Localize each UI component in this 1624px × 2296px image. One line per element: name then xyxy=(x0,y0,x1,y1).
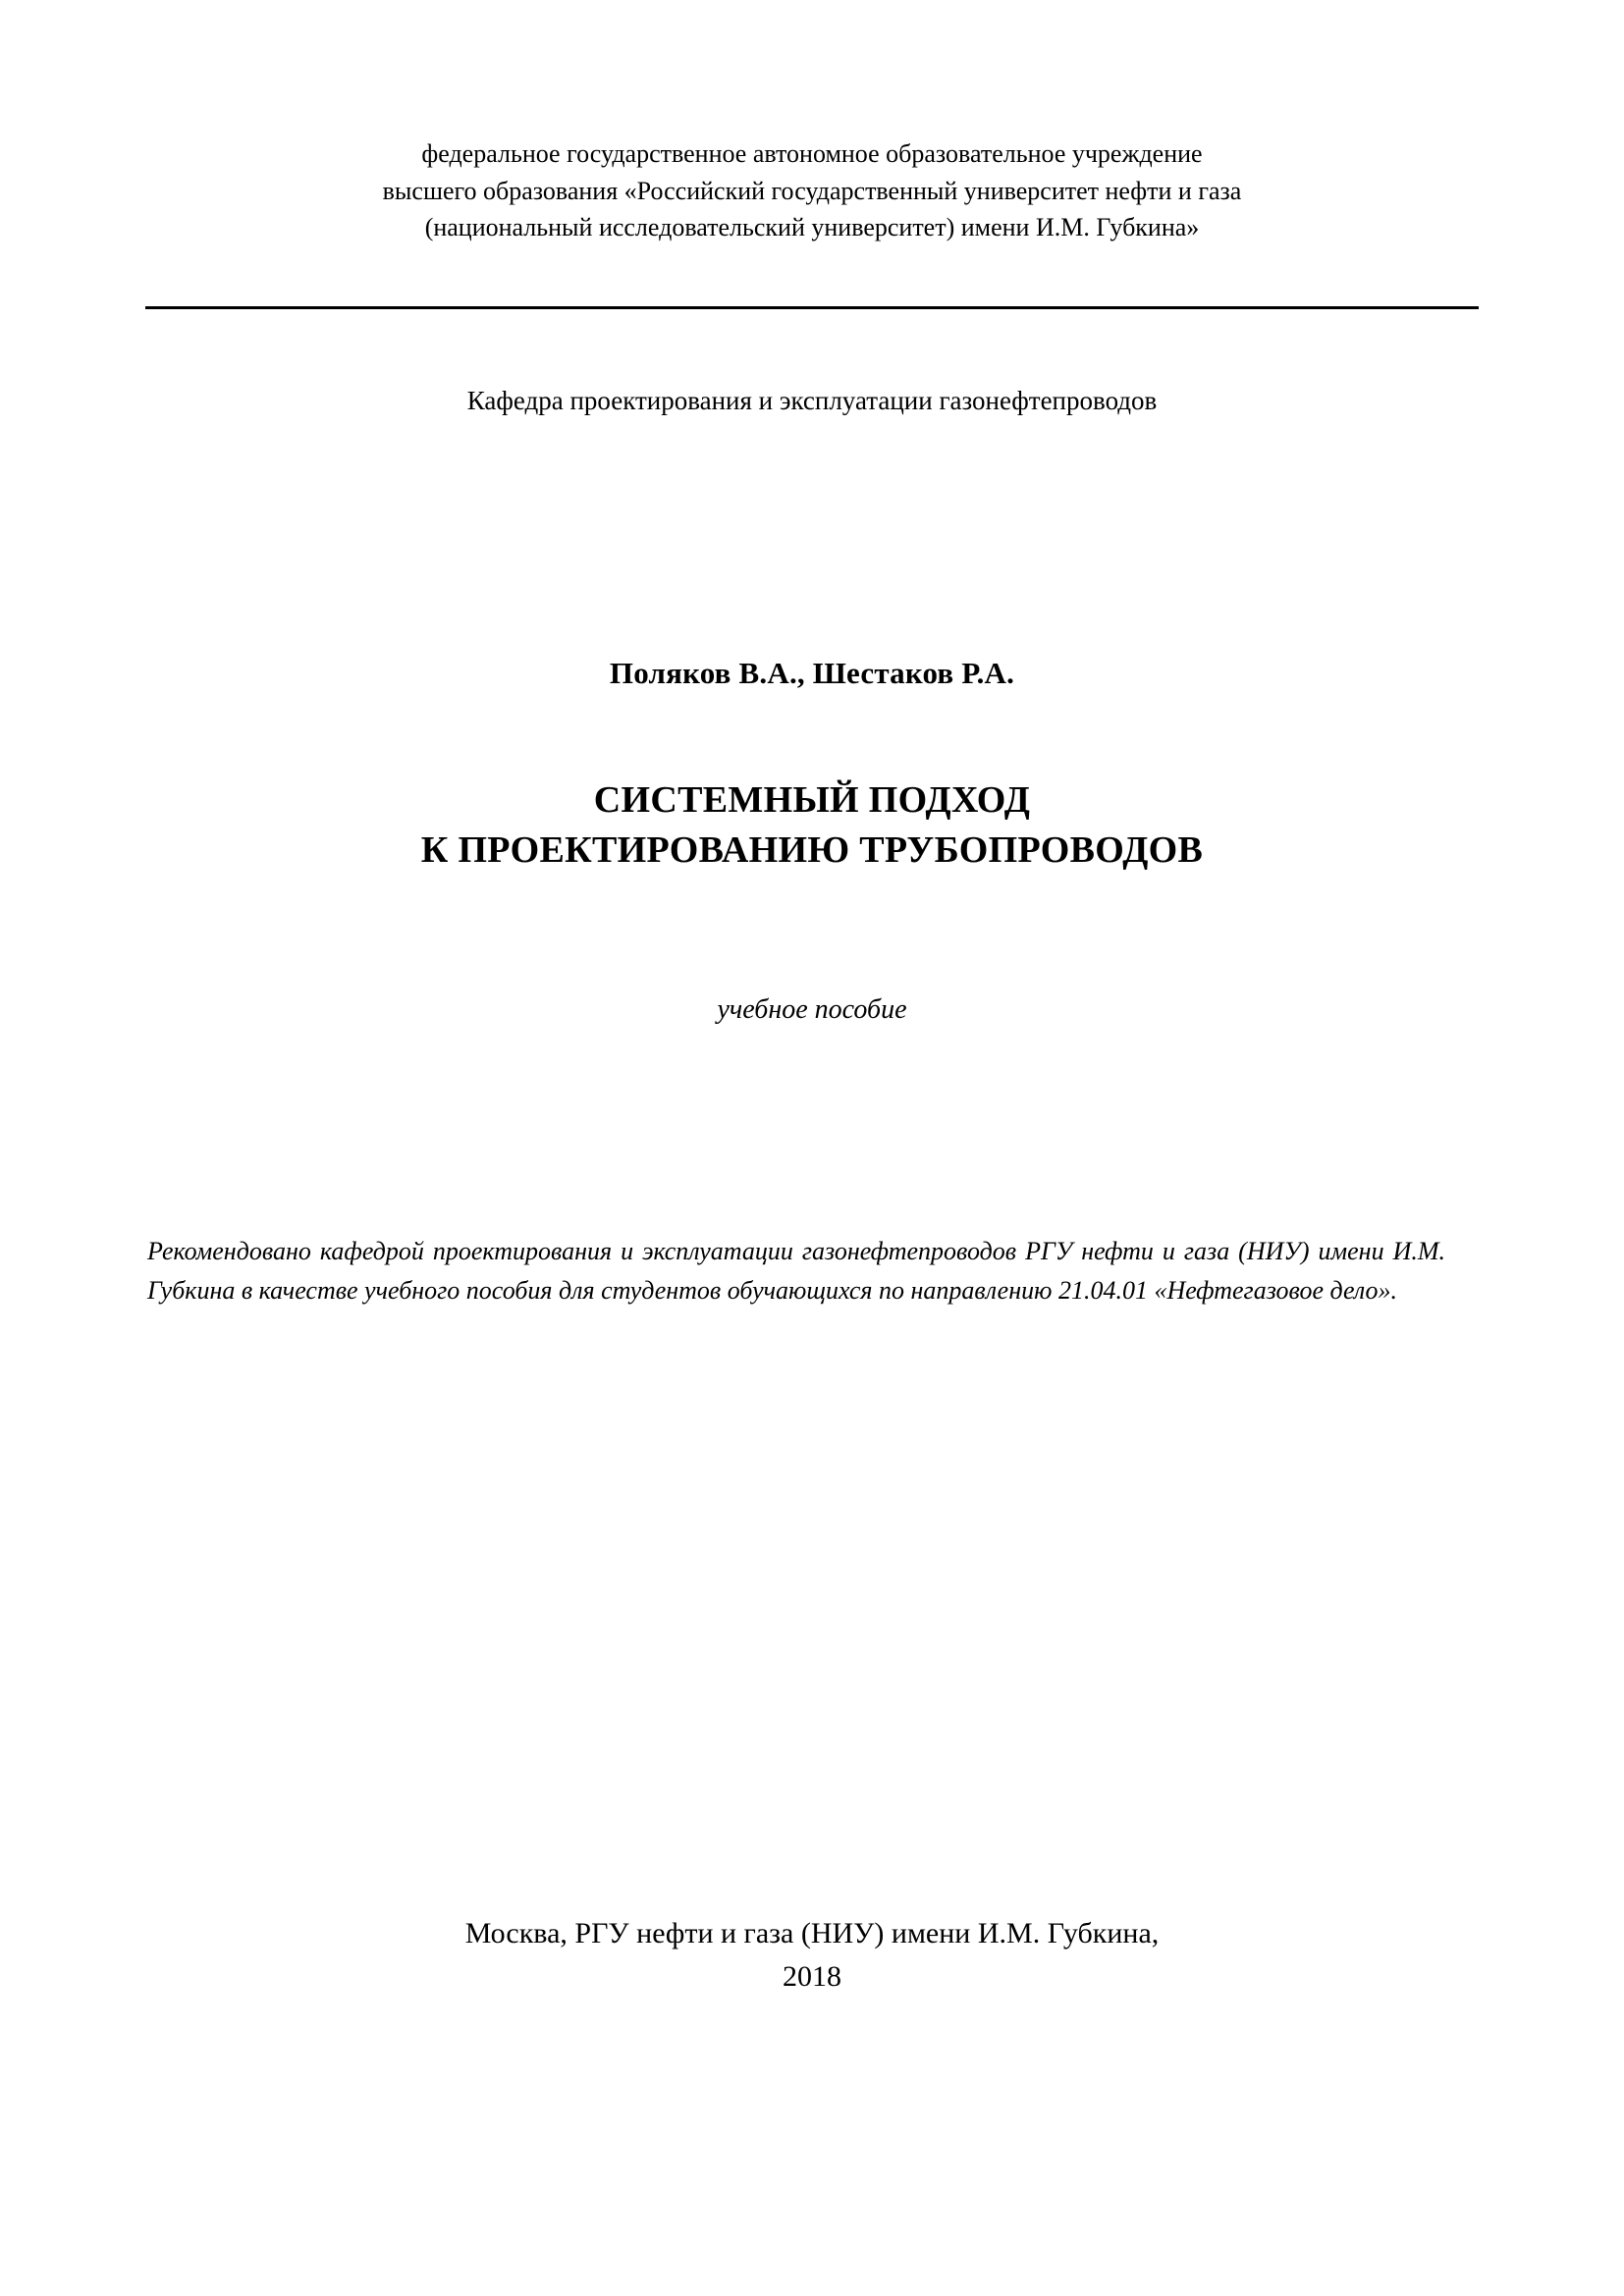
imprint-block xyxy=(147,1912,1477,1998)
imprint-place: Москва, РГУ нефти и газа (НИУ) имени И.М. Губкина, xyxy=(464,1917,1160,1949)
document-title-line-1: СИСТЕМНЫЙ ПОДХОД xyxy=(593,779,1031,821)
institution-line-2: высшего образования «Российский государственный университет нефти и газа xyxy=(382,176,1242,205)
horizontal-divider xyxy=(145,306,1479,309)
document-subtitle: учебное пособие xyxy=(717,994,907,1025)
authors: Поляков В.А., Шестаков Р.А. xyxy=(609,656,1015,690)
institution-block xyxy=(147,135,1477,246)
institution-line-1: федеральное государственное автономное образовательное учреждение xyxy=(421,139,1203,168)
department-name: Кафедра проектирования и эксплуатации газонефтепроводов xyxy=(466,386,1158,415)
recommendation-note: Рекомендовано кафедрой проектирования и эксплуатации газонефтепроводов РГУ нефти и газа (НИУ) имени И.М. Губкина в качестве учебного пособия для студентов обучающихся по направлению 21.04.01 «Нефтегазовое дело». xyxy=(147,1237,1445,1306)
imprint-year: 2018 xyxy=(783,1959,841,1993)
document-title-line-2: К ПРОЕКТИРОВАНИЮ ТРУБОПРОВОДОВ xyxy=(420,829,1204,872)
institution-line-3: (национальный исследовательский университет) имени И.М. Губкина» xyxy=(424,213,1200,242)
document-title xyxy=(147,775,1477,877)
